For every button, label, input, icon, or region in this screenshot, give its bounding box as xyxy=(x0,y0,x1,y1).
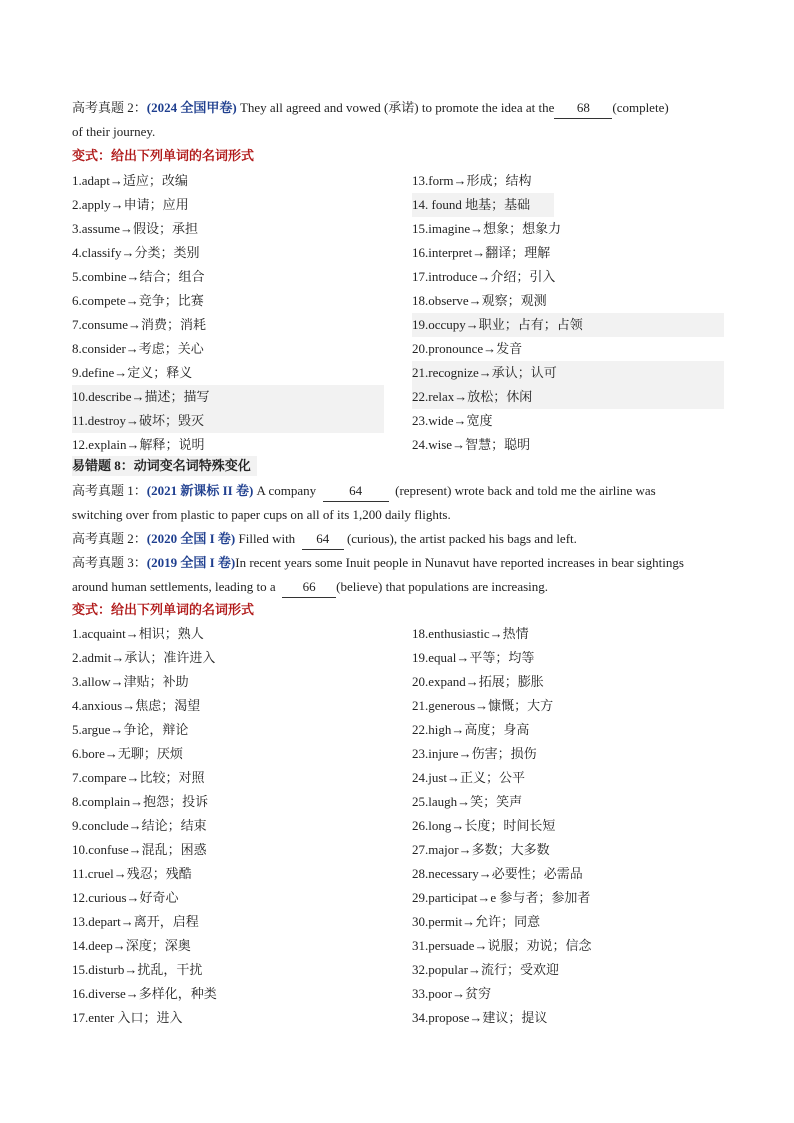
list-item: 18.observe→观察；观测 xyxy=(412,293,547,308)
list-item: 17.enter 入口；进入 xyxy=(72,1010,183,1025)
list-item: 5.argue→争论，辩论 xyxy=(72,722,189,737)
list-item: 16.interpret→翻译；理解 xyxy=(412,245,551,260)
list-item: 24.just→正义；公平 xyxy=(412,770,526,785)
question-source: (2021 新课标 II 卷) xyxy=(146,483,254,498)
list-item: 13.form→形成；结构 xyxy=(412,173,532,188)
answer-blank[interactable]: 66 xyxy=(282,577,336,598)
question-continuation: of their journey. xyxy=(72,124,156,139)
list-item: 22.relax→放松；休闲 xyxy=(412,385,724,409)
exam-question-2019 xyxy=(72,553,684,573)
answer-blank[interactable]: 68 xyxy=(554,98,612,119)
answer-blank[interactable]: 64 xyxy=(323,481,389,502)
question-label: 高考真题 3： xyxy=(72,555,147,570)
list-item: 13.depart→离开，启程 xyxy=(72,914,199,929)
list-item: 30.permit→允许；同意 xyxy=(412,914,541,929)
list-item: 20.expand→拓展；膨胀 xyxy=(412,674,544,689)
list-item: 12.curious→好奇心 xyxy=(72,890,179,905)
list-item: 15.imagine→想象；想象力 xyxy=(412,221,562,236)
list-item: 14. found 地基；基础 xyxy=(412,193,554,217)
list-item: 25.laugh→笑；笑声 xyxy=(412,794,523,809)
list-item: 23.wide→宽度 xyxy=(412,413,493,428)
list-item: 32.popular→流行；受欢迎 xyxy=(412,962,559,977)
list-item: 6.bore→无聊；厌烦 xyxy=(72,746,183,761)
exam-question-2020 xyxy=(72,529,577,550)
question-source: (2020 全国 I 卷) xyxy=(146,531,236,546)
list-item: 8.consider→考虑；关心 xyxy=(72,341,204,356)
word-list-left-1 xyxy=(72,169,384,457)
list-item: 1.adapt→适应；改编 xyxy=(72,173,188,188)
question-source: (2024 全国甲卷) xyxy=(146,100,237,115)
list-item: 9.define→定义；释义 xyxy=(72,365,193,380)
variant-heading: 变式：给出下列单词的名词形式 xyxy=(72,602,255,617)
list-item: 16.diverse→多样化，种类 xyxy=(72,986,217,1001)
question-label: 高考真题 1： xyxy=(72,483,147,498)
word-list-right-2 xyxy=(412,622,591,1030)
list-item: 12.explain→解释；说明 xyxy=(72,437,205,452)
list-item: 33.poor→贫穷 xyxy=(412,986,492,1001)
question-text: A company xyxy=(253,483,317,498)
list-item: 18.enthusiastic→热情 xyxy=(412,626,529,641)
word-list-left-2 xyxy=(72,622,217,1030)
question-source: (2019 全国 I 卷) xyxy=(146,555,236,570)
list-item: 27.major→多数；大多数 xyxy=(412,842,550,857)
list-item: 14.deep→深度；深奥 xyxy=(72,938,191,953)
list-item: 11.destroy→破坏；毁灭 xyxy=(72,409,384,433)
question-continuation: switching over from plastic to paper cups on all of its 1,200 daily flights. xyxy=(72,507,451,522)
word-list-right-1 xyxy=(412,169,724,457)
list-item: 17.introduce→介绍；引入 xyxy=(412,269,556,284)
question-text: They all agreed and vowed (承诺) to promote the idea at the xyxy=(236,100,555,115)
question-text: around human settlements, leading to a xyxy=(72,579,276,594)
list-item: 19.occupy→职业；占有；占领 xyxy=(412,313,724,337)
list-item: 10.describe→描述；描写 xyxy=(72,385,384,409)
question-hint: (represent) wrote back and told me the airline was xyxy=(395,483,656,498)
list-item: 7.consume→消费；消耗 xyxy=(72,317,206,332)
list-item: 8.complain→抱怨；投诉 xyxy=(72,794,209,809)
list-item: 21.recognize→承认；认可 xyxy=(412,361,724,385)
list-item: 22.high→高度；身高 xyxy=(412,722,530,737)
list-item: 20.pronounce→发音 xyxy=(412,341,523,356)
list-item: 15.disturb→扰乱，干扰 xyxy=(72,962,203,977)
list-item: 24.wise→智慧；聪明 xyxy=(412,437,531,452)
question-hint: (complete) xyxy=(612,100,669,115)
question-label: 高考真题 2： xyxy=(72,531,147,546)
list-item: 7.compare→比较；对照 xyxy=(72,770,205,785)
list-item: 31.persuade→说服；劝说；信念 xyxy=(412,938,592,953)
list-item: 29.participat→e 参与者；参加者 xyxy=(412,890,591,905)
list-item: 19.equal→平等；均等 xyxy=(412,650,535,665)
question-text: In recent years some Inuit people in Nunavut have reported increases in bear sightings xyxy=(235,555,684,570)
list-item: 10.confuse→混乱；困惑 xyxy=(72,842,207,857)
list-item: 2.admit→承认；准许进入 xyxy=(72,650,216,665)
list-item: 4.anxious→焦虑；渴望 xyxy=(72,698,201,713)
list-item: 3.assume→假设；承担 xyxy=(72,221,199,236)
question-hint: (believe) that populations are increasing. xyxy=(336,579,549,594)
answer-blank[interactable]: 64 xyxy=(302,529,344,550)
list-item: 9.conclude→结论；结束 xyxy=(72,818,207,833)
variant-heading: 变式：给出下列单词的名词形式 xyxy=(72,148,255,163)
list-item: 23.injure→伤害；损伤 xyxy=(412,746,537,761)
list-item: 6.compete→竞争；比赛 xyxy=(72,293,204,308)
list-item: 21.generous→慷慨；大方 xyxy=(412,698,554,713)
list-item: 34.propose→建议；提议 xyxy=(412,1010,548,1025)
list-item: 26.long→长度；时间长短 xyxy=(412,818,556,833)
list-item: 4.classify→分类；类别 xyxy=(72,245,200,260)
list-item: 28.necessary→必要性；必需品 xyxy=(412,866,583,881)
exam-question-2021 xyxy=(72,481,656,502)
question-hint: (curious), the artist packed his bags and left. xyxy=(346,531,577,546)
list-item: 2.apply→申请；应用 xyxy=(72,197,189,212)
list-item: 1.acquaint→相识；熟人 xyxy=(72,626,204,641)
question-continuation xyxy=(72,577,548,598)
list-item: 5.combine→结合；组合 xyxy=(72,269,205,284)
exam-question-2024 xyxy=(72,98,669,119)
section-title: 易错题 8：动词变名词特殊变化 xyxy=(72,456,257,476)
list-item: 3.allow→津贴；补助 xyxy=(72,674,189,689)
question-text: Filled with xyxy=(235,531,296,546)
question-label: 高考真题 2： xyxy=(72,100,147,115)
list-item: 11.cruel→残忍；残酷 xyxy=(72,866,192,881)
